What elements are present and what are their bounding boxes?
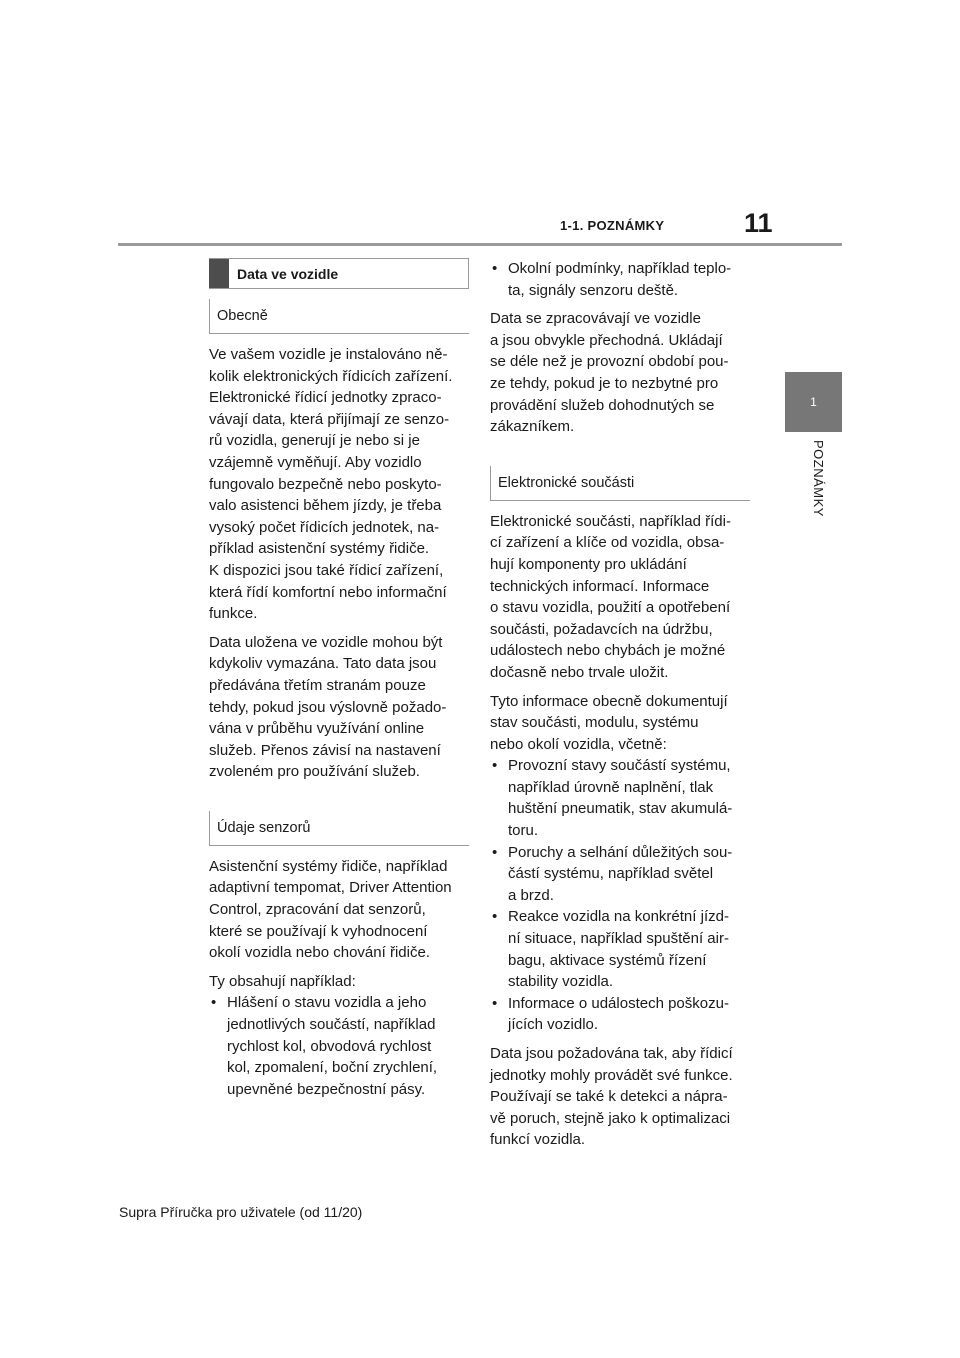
text-line: cí zařízení a klíče od vozidla, obsa- (490, 534, 725, 552)
text-line: vysoký počet řídicích jednotek, na- (209, 518, 440, 536)
subhead-sensors: Údaje senzorů (209, 811, 469, 846)
text-line: stav součásti, modulu, systému (490, 714, 699, 732)
list-item (490, 755, 750, 841)
text-line: částí systému, například světel (508, 865, 714, 883)
text-line: ní situace, například spuštění air- (508, 930, 729, 948)
text-line: bagu, aktivace systémů řízení (508, 951, 707, 969)
sensors-paragraph-1 (209, 856, 469, 964)
final-paragraph (490, 1043, 750, 1151)
text-line: Control, zpracování dat senzorů, (209, 901, 426, 919)
section-marker (209, 259, 229, 288)
text-line: jících vozidlo. (508, 1016, 599, 1034)
text-line: vě poruch, stejně jako k optimalizaci (490, 1109, 731, 1127)
text-line: Data jsou požadována tak, aby řídicí (490, 1045, 733, 1062)
text-line: technických informací. Informace (490, 577, 710, 595)
electronic-list (490, 755, 750, 1036)
footer-text: Supra Příručka pro uživatele (od 11/20) (119, 1204, 363, 1220)
text-line: hují komponenty pro ukládání (490, 555, 687, 573)
text-line: toru. (508, 822, 539, 840)
text-line: okolí vozidla nebo chování řidiče. (209, 944, 430, 962)
text-line: Okolní podmínky, například teplo- (508, 260, 732, 277)
text-line: předávána třetím stranám pouze (209, 676, 426, 694)
text-line: kdykoliv vymazána. Tato data jsou (209, 655, 437, 673)
text-line: vzájemně vyměňují. Aby vozidlo (209, 453, 422, 471)
electronic-paragraph-2 (490, 691, 750, 756)
text-line: adaptivní tempomat, Driver Attention (209, 879, 452, 897)
text-line: se déle než je provozní období pou- (490, 353, 729, 371)
text-line: jednotky mohly provádět své funkce. (490, 1066, 733, 1084)
text-line: valo asistenci během jízdy, je třeba (209, 497, 442, 515)
subhead-general: Obecně (209, 299, 469, 334)
general-paragraph-1 (209, 344, 469, 625)
text-line: Poruchy a selhání důležitých sou- (508, 843, 733, 861)
text-line: ze tehdy, pokud je to nezbytné pro (490, 374, 719, 392)
text-line: provádění služeb dohodnutých se (490, 396, 715, 414)
chapter-label: POZNÁMKY (811, 440, 826, 517)
text-line: která řídí komfortní nebo informační (209, 583, 447, 601)
text-line: Tyto informace obecně dokumentují (490, 692, 728, 710)
text-line: kol, zpomalení, boční zrychlení, (227, 1059, 438, 1077)
text-line: služeb. Přenos závisí na nastavení (209, 741, 441, 759)
text-line: o stavu vozidla, použití a opotřebení (490, 599, 731, 617)
sensors-intro: Ty obsahují například: (209, 972, 356, 990)
text-line: tehdy, pokud jsou výslovně požado- (209, 698, 447, 716)
left-column (209, 258, 469, 1100)
section-title-box (209, 258, 469, 289)
list-item (490, 993, 750, 1036)
text-line: například úrovně naplnění, tlak (508, 778, 714, 796)
text-line: kolik elektronických řídicích zařízení. (209, 367, 453, 385)
list-item (209, 992, 469, 1100)
text-line: Asistenční systémy řidiče, například (209, 857, 448, 875)
text-line: zákazníkem. (490, 418, 575, 436)
header-divider (118, 243, 842, 246)
right-column (490, 258, 750, 1151)
text-line: nebo okolí vozidla, včetně: (490, 735, 667, 753)
text-line: ta, signály senzoru deště. (508, 281, 679, 299)
text-line: vávají data, která přijímají ze senzo- (209, 410, 450, 428)
section-header-title: 1-1. POZNÁMKY (560, 218, 665, 233)
text-line: dočasně nebo trvale uložit. (490, 663, 669, 681)
environment-list (490, 258, 750, 301)
text-line: příklad asistenční systémy řidiče. (209, 540, 430, 558)
list-item (490, 258, 750, 301)
subhead-electronic: Elektronické součásti (490, 466, 750, 501)
sensors-list (209, 992, 469, 1100)
chapter-number: 1 (810, 395, 817, 409)
text-line: huštění pneumatik, stav akumulá- (508, 800, 733, 818)
electronic-paragraph-1 (490, 511, 750, 684)
list-item (490, 842, 750, 907)
section-title: Data ve vozidle (237, 265, 339, 282)
text-line: Informace o událostech poškozu- (508, 994, 729, 1012)
text-line: a jsou obvykle přechodná. Ukládají (490, 331, 723, 349)
text-line: vána v průběhu využívání online (209, 720, 425, 738)
page-number: 11 (744, 208, 773, 238)
text-line: stability vozidla. (508, 973, 614, 991)
text-line: a brzd. (508, 886, 554, 904)
text-line: Reakce vozidla na konkrétní jízd- (508, 908, 729, 926)
text-line: Používají se také k detekci a nápra- (490, 1088, 728, 1106)
text-line: upevněné bezpečnostní pásy. (227, 1080, 426, 1098)
text-line: součásti, požadavcích na údržbu, (490, 620, 713, 638)
text-line: které se používají k vyhodnocení (209, 922, 428, 940)
text-line: rů vozidla, generují je nebo si je (209, 432, 420, 450)
chapter-tab (785, 372, 842, 432)
text-line: K dispozici jsou také řídicí zařízení, (209, 561, 444, 579)
text-line: fungovalo bezpečně nebo poskyto- (209, 475, 442, 493)
text-line: Elektronické řídicí jednotky zpraco- (209, 389, 442, 407)
text-line: událostech nebo chybách je možné (490, 642, 726, 660)
text-line: funkce. (209, 605, 258, 623)
text-line: Hlášení o stavu vozidla a jeho (227, 994, 427, 1012)
general-paragraph-2 (209, 632, 469, 783)
text-line: Data uložena ve vozidle mohou být (209, 633, 443, 651)
text-line: zvoleném pro používání služeb. (209, 763, 420, 781)
text-line: Ve vašem vozidle je instalováno ně- (209, 346, 448, 363)
text-line: jednotlivých součástí, například (227, 1016, 436, 1034)
environment-paragraph (490, 308, 750, 438)
text-line: Elektronické součásti, například řídi- (490, 512, 731, 530)
list-item (490, 906, 750, 992)
text-line: rychlost kol, obvodová rychlost (227, 1037, 432, 1055)
text-line: Provozní stavy součástí systému, (508, 757, 731, 775)
text-line: Data se zpracovávají ve vozidle (490, 310, 701, 328)
text-line: funkcí vozidla. (490, 1131, 586, 1149)
